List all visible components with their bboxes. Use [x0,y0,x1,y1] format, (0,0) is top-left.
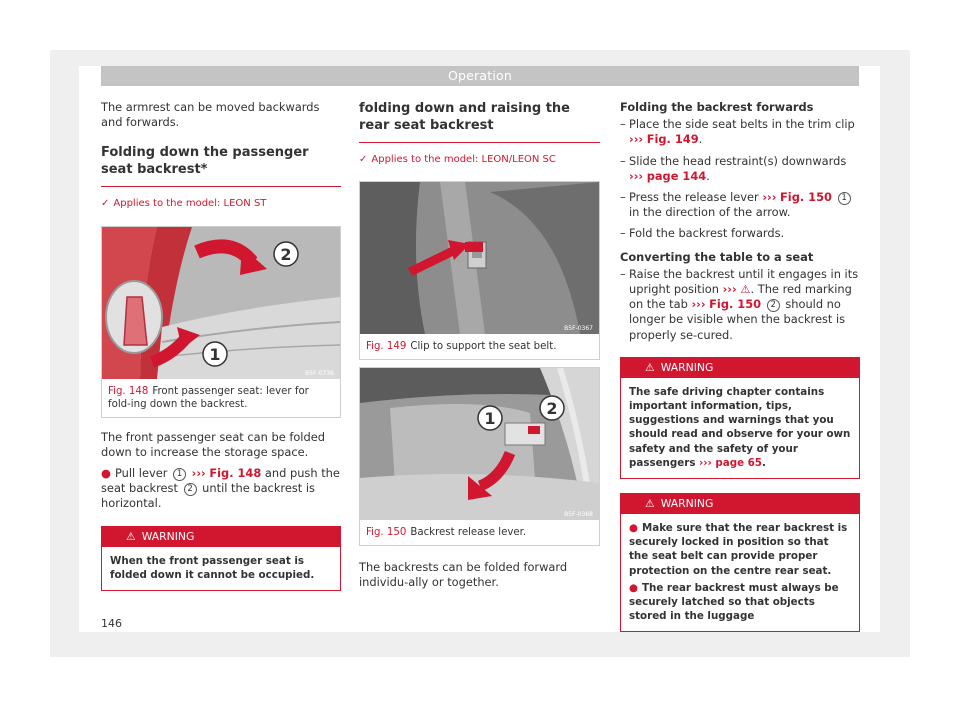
warning-header [621,494,859,514]
arrows: ››› [629,132,644,147]
bullet-icon: ● [101,466,111,481]
seat-lever-illustration [102,227,340,379]
check-icon: ✓ [101,198,110,210]
list-item [620,154,860,184]
warning-body: The safe driving chapter contains important information, tips, suggestions and warnings that you should read and observe for your own safety and the safety of your passengers [629,385,851,469]
list-item [620,190,860,220]
figure-150-caption [360,520,599,545]
chapter-header: Operation [101,66,859,86]
badge-1: 1 [173,468,186,481]
warning-item-text: The rear backrest must always be securely latched so that objects stored in the luggage [629,581,839,623]
section-header-passenger [101,144,341,187]
step-end: should no longer be visible when the backrest is properly se-cured. [629,297,846,342]
step-text: and push the seat backrest [101,466,340,496]
steps-convert [620,267,860,343]
warning-item [629,521,851,578]
step-text: Raise the backrest until it engages in its upright position [629,266,859,297]
fig-link[interactable]: Fig. 150 [780,190,832,205]
figure-149 [359,181,600,360]
warning-header [621,358,859,378]
arrows: ››› [629,168,644,183]
step-end: . [706,168,710,183]
warning-box-1 [620,357,860,479]
warning-label: WARNING [141,529,195,543]
warning-icon: ⚠ [645,497,655,511]
section-title: folding down and raising the rear seat backrest [359,101,570,133]
column-left [101,100,341,591]
section-title: Folding down the passenger seat backrest* [101,145,309,178]
applies-text: Applies to the model: LEON/LEON SC [371,154,556,165]
step-text: . The red marking on the tab [629,282,852,312]
image-code: B5F-0367 [564,325,593,333]
step-text: Slide the head restraint(s) downwards [629,153,847,168]
armrest-text: The armrest can be moved backwards and forwards. [101,100,320,130]
badge-2: 2 [767,299,780,312]
image-code: B5F-0368 [564,511,593,519]
badge-2: 2 [184,483,197,496]
bullet-icon: ● [629,522,638,535]
arrows: ››› [191,466,206,481]
callout-2: 2 [280,244,292,264]
list-item [620,267,860,343]
warning-end: . [761,456,766,469]
step-text: Fold the backrest forwards. [629,226,785,241]
applies-text: Applies to the model: LEON ST [113,198,267,210]
callout-2: 2 [546,399,558,419]
callout-1: 1 [484,409,496,429]
section-header-rear [359,100,600,143]
warning-icon: ⚠ [645,360,655,374]
bullet-icon: ● [629,581,638,594]
step-end: . [698,132,703,147]
subheading-convert: Converting the table to a seat [620,249,814,264]
caption-text: Front passenger seat: lever for fold-ing down the backrest. [108,385,309,410]
check-icon: ✓ [359,154,368,165]
figure-148 [101,226,341,418]
list-item [620,117,860,147]
page-number: 146 [101,617,122,630]
arrows: ››› [699,456,712,469]
subheading-forward: Folding the backrest forwards [620,100,814,114]
figure-148-caption [102,379,340,417]
warning-label: WARNING [660,360,714,374]
callout-1: 1 [209,344,221,364]
release-lever-illustration [360,368,599,520]
list-item [620,226,860,241]
steps-forward [620,117,860,241]
warning-box-2 [620,493,860,632]
fig-link[interactable]: Fig. 148 [209,466,262,481]
figure-150 [359,367,600,546]
belt-clip-illustration [360,182,599,334]
caption-text: Backrest release lever. [410,527,527,539]
fig-link[interactable]: Fig. 150 [709,297,762,312]
step-text: Place the side seat belts in the trim clip [629,117,855,132]
column-right [620,100,860,632]
page-link[interactable]: page 65 [715,456,762,469]
arrows: ››› [762,190,777,205]
step-text: Press the release lever [629,190,759,205]
fig-link[interactable]: Fig. 149 [646,132,699,147]
body-text: The backrests can be folded forward individu-ally or together. [359,560,568,590]
step-text: Pull lever [114,466,168,481]
warning-text [621,378,859,478]
warning-icon: ⚠ [126,529,136,543]
warning-label: WARNING [660,497,714,511]
warning-box [101,526,341,591]
column-middle [359,100,600,591]
figure-number: Fig. 149 [366,341,407,353]
arrows: ››› [691,297,706,312]
applies-to [359,152,600,167]
figure-number: Fig. 150 [366,527,407,539]
arrows: ››› [722,282,737,297]
warning-header [102,527,340,547]
image-code: B5F-0736 [305,369,334,377]
warning-item-text: Make sure that the rear backrest is securely locked in position so that the seat belt can provide proper protection on the centre rear seat. [629,522,848,577]
step-text: until the backrest is horizontal. [101,481,315,511]
warning-item [629,581,851,624]
body-text: The front passenger seat can be folded down to increase the storage space. [101,429,325,459]
figure-number: Fig. 148 [108,385,149,397]
warning-text [621,514,859,631]
caption-text: Clip to support the seat belt. [410,341,557,353]
page-link[interactable]: page 144 [646,168,707,183]
warning-text: When the front passenger seat is folded down it cannot be occupied. [110,554,315,581]
badge-1: 1 [838,192,851,205]
warning-icon: ⚠ [740,282,751,297]
step-end: in the direction of the arrow. [629,205,791,220]
applies-to [101,196,341,211]
step-pull-lever [101,466,341,512]
figure-149-caption [360,334,599,359]
